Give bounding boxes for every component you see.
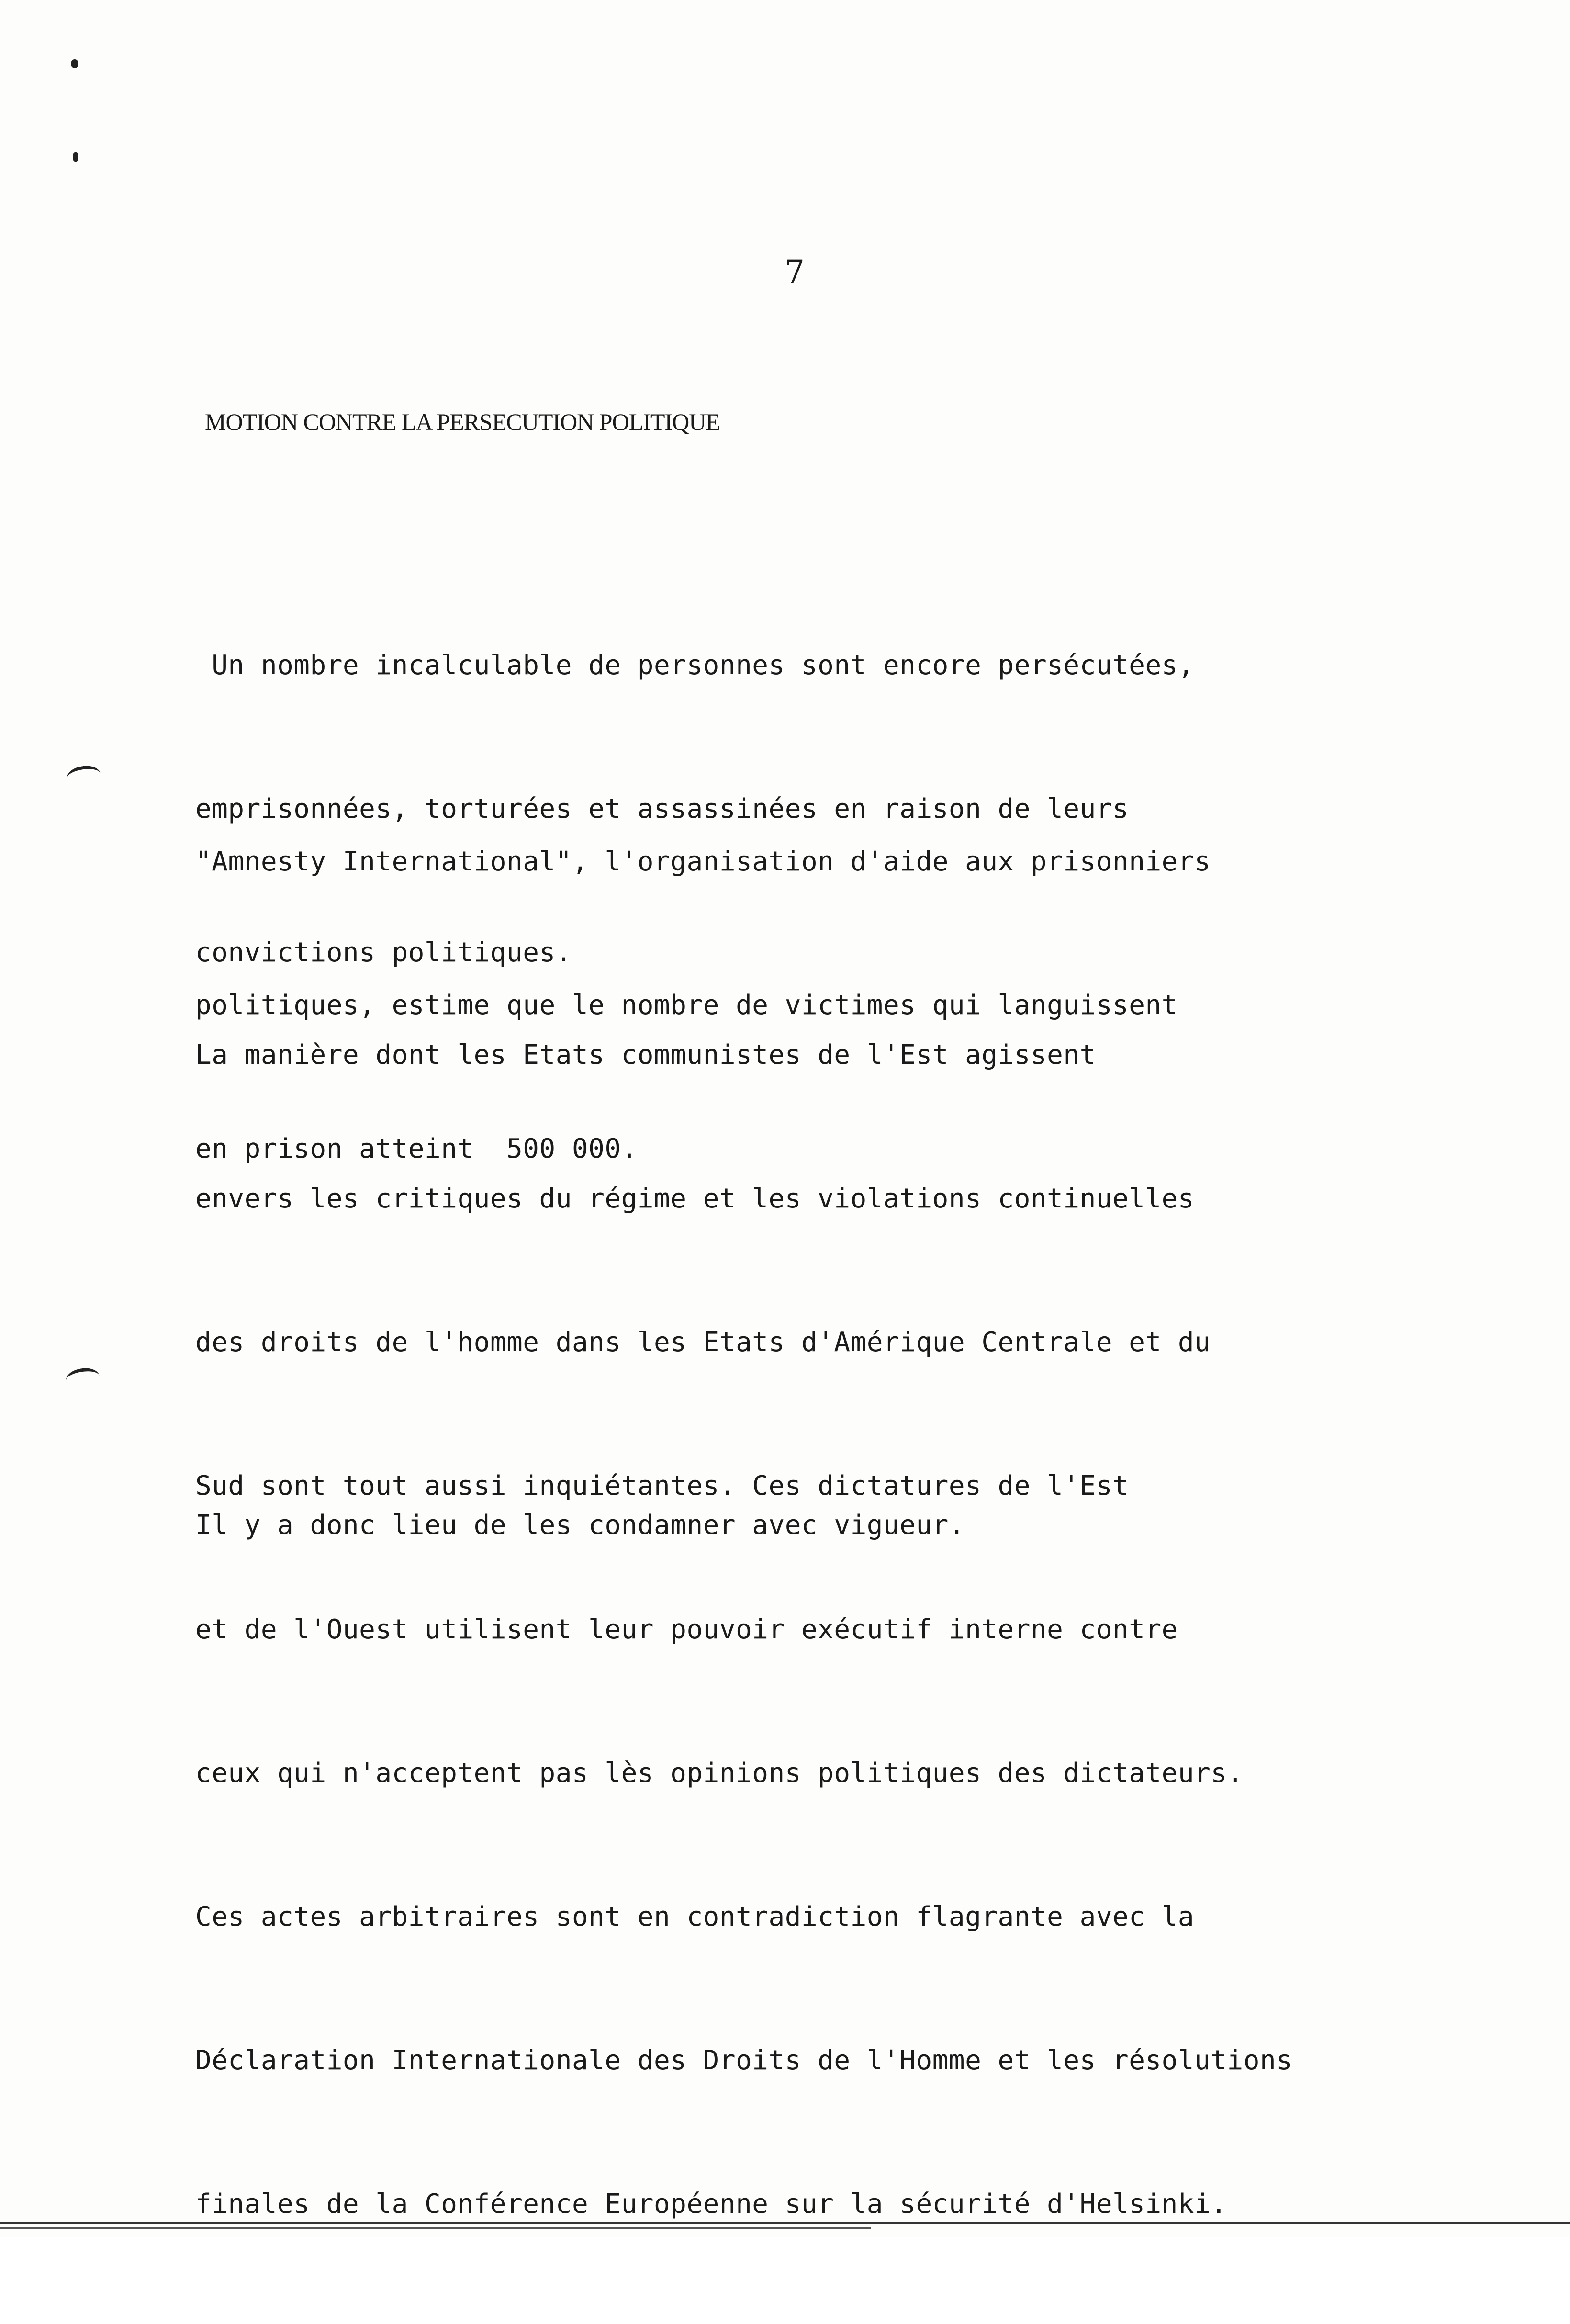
text-line: Ces actes arbitraires sont en contradiction flagrante avec la bbox=[195, 1901, 1195, 1932]
text-line: envers les critiques du régime et les violations continuelles bbox=[195, 1183, 1195, 1214]
text-line: La manière dont les Etats communistes de l'Est agissent bbox=[195, 1039, 1096, 1071]
bottom-edge-rule bbox=[0, 2227, 871, 2229]
text-line: Un nombre incalculable de personnes sont encore persécutées, bbox=[195, 650, 1195, 681]
text-line: en prison atteint 500 000. bbox=[195, 1133, 638, 1164]
page-number: 7 bbox=[785, 254, 805, 291]
text-line: politiques, estime que le nombre de victimes qui languissent bbox=[195, 990, 1178, 1021]
text-line: ceux qui n'acceptent pas lès opinions politiques des dictateurs. bbox=[195, 1758, 1244, 1789]
punch-hole-mark bbox=[71, 59, 78, 68]
text-line: et de l'Ouest utilisent leur pouvoir exécutif interne contre bbox=[195, 1614, 1178, 1645]
staple-mark bbox=[65, 1366, 101, 1390]
text-line: finales de la Conférence Européenne sur la sécurité d'Helsinki. bbox=[195, 2189, 1227, 2220]
text-line: Déclaration Internationale des Droits de l'Homme et les résolutions bbox=[195, 2045, 1293, 2076]
text-line: "Amnesty International", l'organisation d'aide aux prisonniers bbox=[195, 846, 1211, 877]
bottom-edge-rule bbox=[0, 2222, 1570, 2224]
text-line: Il y a donc lieu de les condamner avec vigueur. bbox=[195, 1510, 965, 1541]
text-line: emprisonnées, torturées et assassinées en raison de leurs bbox=[195, 793, 1129, 824]
text-line: Sud sont tout aussi inquiétantes. Ces dictatures de l'Est bbox=[195, 1470, 1129, 1501]
document-heading: MOTION CONTRE LA PERSECUTION POLITIQUE bbox=[205, 408, 720, 435]
paragraph bbox=[195, 1406, 965, 1645]
staple-mark bbox=[66, 764, 101, 788]
text-line: convictions politiques. bbox=[195, 937, 572, 968]
text-line: des droits de l'homme dans les Etats d'Amérique Centrale et du bbox=[195, 1327, 1211, 1358]
punch-hole-mark bbox=[73, 152, 78, 162]
